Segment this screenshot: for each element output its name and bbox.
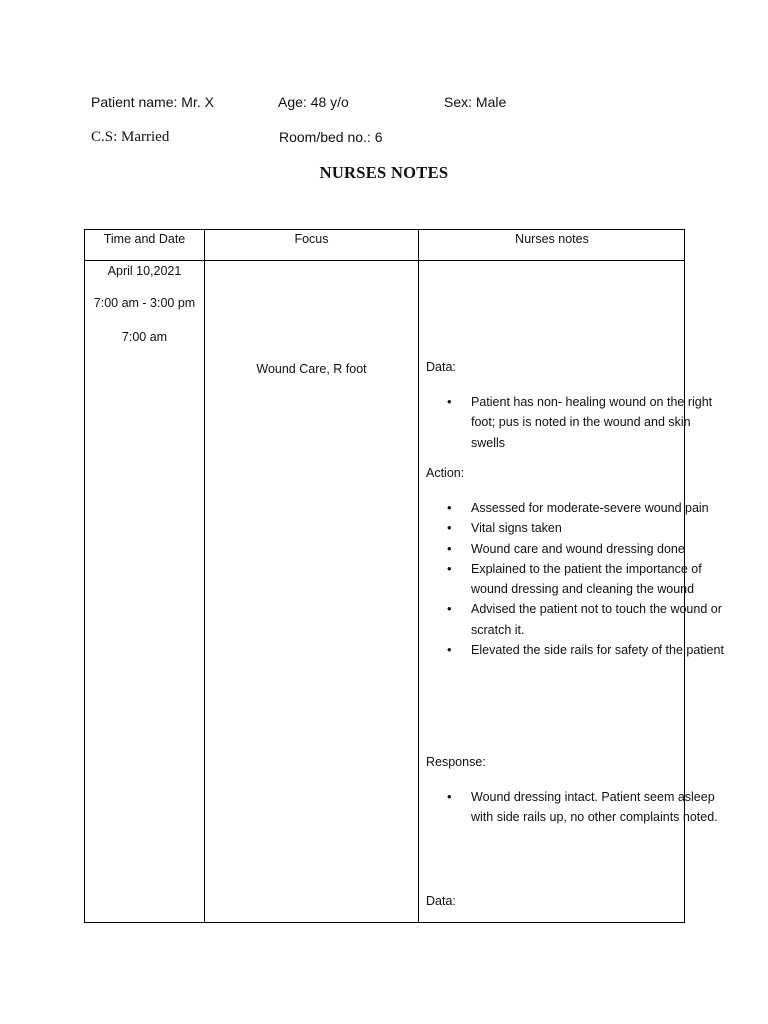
column-header-time-date: Time and Date [103, 232, 186, 246]
list-item: • Explained to the patient the importance of wound dressing and cleaning the wound [471, 559, 726, 600]
response-list [426, 787, 726, 828]
column-header-nurses-notes: Nurses notes [515, 232, 589, 246]
list-item: • Wound care and wound dressing done [471, 539, 726, 559]
list-item: • Assessed for moderate-severe wound pain [471, 498, 726, 518]
response-label: Response: [426, 755, 486, 769]
data-label-second: Data: [426, 894, 456, 908]
list-item: • Patient has non- healing wound on the right foot; pus is noted in the wound and skin swells [471, 392, 726, 453]
civil-status: C.S: Married [91, 129, 170, 145]
patient-age: Age: 48 y/o [278, 94, 349, 110]
list-item: • Wound dressing intact. Patient seem asleep with side rails up, no other complaints noted. [471, 787, 726, 828]
data-list [426, 392, 726, 453]
nurses-notes-table [84, 229, 724, 923]
action-label: Action: [426, 466, 465, 480]
room-bed-number: Room/bed no.: 6 [279, 129, 383, 145]
column-divider [418, 230, 419, 922]
list-item: • Elevated the side rails for safety of the patient [471, 640, 726, 660]
entry-focus: Wound Care, R foot [256, 362, 367, 376]
column-divider [204, 230, 205, 922]
entry-time: 7:00 am [121, 330, 168, 344]
entry-date: April 10,2021 [107, 264, 182, 278]
patient-name: Patient name: Mr. X [91, 94, 214, 110]
page-title: NURSES NOTES [319, 163, 449, 182]
column-header-focus: Focus [294, 232, 329, 246]
patient-sex: Sex: Male [444, 94, 507, 110]
entry-shift: 7:00 am - 3:00 pm [93, 296, 196, 310]
list-item: • Vital signs taken [471, 518, 726, 538]
data-label: Data: [426, 360, 456, 374]
action-list [426, 498, 726, 660]
list-item: • Advised the patient not to touch the wound or scratch it. [471, 599, 726, 640]
